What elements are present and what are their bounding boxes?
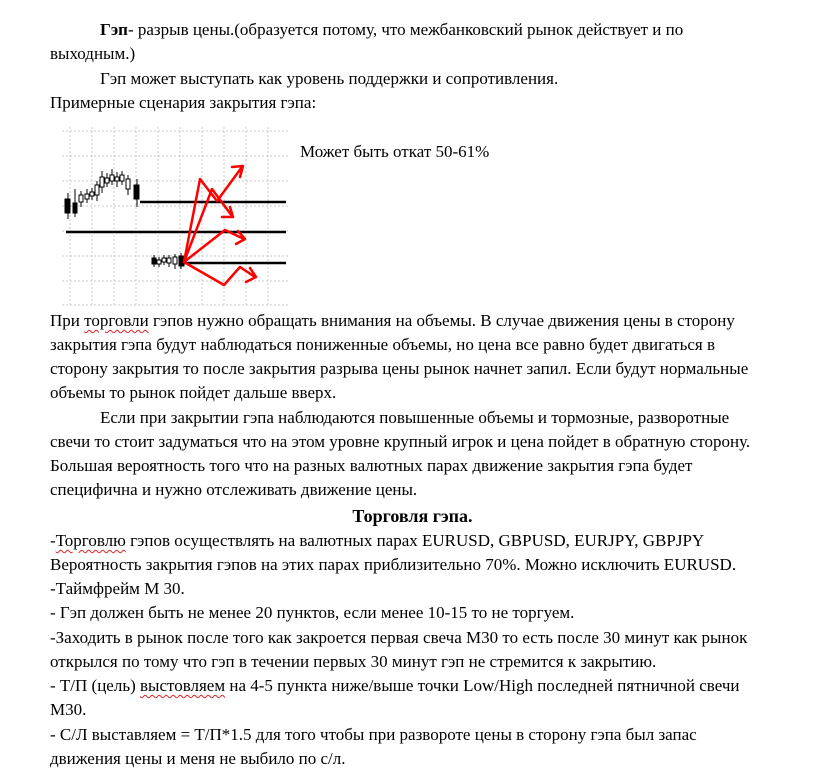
candlesticks-after-gap <box>152 253 184 269</box>
text-fragment: При <box>50 311 85 330</box>
trading-line-3: -Таймфрейм М 30. <box>50 579 185 598</box>
text-fragment: на 4-5 пункта ниже/выше точки Low/High последней пятничной свечи <box>225 676 740 695</box>
volumes-line-6: свечи то стоит задуматься что на этом уровне крупный игрок и цена пойдет в обратную сторону. <box>50 432 751 451</box>
volumes-line-3: сторону закрытия то после закрытия разрыва цены рынок начнет запил. Если будут нормальные <box>50 359 749 378</box>
volumes-line-5: Если при закрытии гэпа наблюдаются повышенные объемы и тормозные, разворотные <box>100 408 730 427</box>
trading-line-6: открылся по тому что гэп в течении первых 30 минут гэп не стремится к закрытию. <box>50 652 657 671</box>
intro-line-4: Примерные сценария закрытия гэпа: <box>50 93 317 112</box>
volumes-line-4: объемы то рынок пойдет дальше вверх. <box>50 383 337 402</box>
misspelled-word: торговли <box>84 311 149 330</box>
text-fragment: гэпов осуществлять на валютных парах EURUSD, GBPUSD, EURJPY, GBPJPY <box>125 531 705 550</box>
candlesticks-before-gap <box>65 169 139 219</box>
scenario-arrows <box>184 166 256 285</box>
misspelled-word: выстовляем <box>140 676 226 695</box>
arrow-scenario-4 <box>184 262 255 285</box>
section-heading: Торговля гэпа. <box>352 506 473 526</box>
trading-line-2: Вероятность закрытия гэпов на этих парах приблизительно 70%. Можно исключить EURUSD. <box>50 555 737 574</box>
text-fragment: гэпов нужно обращать внимания на объемы. В случае движения цены в сторону <box>148 311 735 330</box>
figure-grid <box>62 127 288 307</box>
gap-term: Гэп <box>100 20 128 39</box>
volumes-line-1 <box>50 311 735 331</box>
arrow-scenario-3 <box>184 230 244 262</box>
trading-line-9: - С/Л выставляем = Т/П*1.5 для того чтобы при развороте цены в сторону гэпа был запас <box>50 725 697 744</box>
intro-line-2: выходным.) <box>50 44 136 63</box>
text-fragment: - <box>50 531 56 550</box>
trading-line-4: - Гэп должен быть не менее 20 пунктов, если менее 10-15 то не торгуем. <box>50 603 575 622</box>
intro-line-3: Гэп может выступать как уровень поддержки и сопротивления. <box>100 69 559 88</box>
trading-line-5: -Заходить в рынок после того как закроется первая свеча М30 то есть после 30 минут как рынок <box>50 628 748 647</box>
level-lines <box>66 202 286 263</box>
trading-line-1 <box>50 531 704 551</box>
volumes-line-7: Большая вероятность того что на разных валютных парах движение закрытия гэпа будет <box>50 456 693 475</box>
figure-caption: Может быть откат 50-61% <box>300 142 490 161</box>
trading-line-10: движения цены и меня не выбило по с/л. <box>50 749 346 768</box>
gap-scenario-figure <box>62 127 288 307</box>
gap-definition: - разрыв цены.(образуется потому, что межбанковский рынок действует и по <box>127 20 684 39</box>
text-fragment: - Т/П (цель) <box>50 676 140 695</box>
volumes-line-8: специфична и нужно отслеживать движение цены. <box>50 480 418 499</box>
misspelled-word: Торговлю <box>55 531 126 550</box>
volumes-line-2: закрытия гэпа будут наблюдаться пониженные объемы, но цена все равно будет двигаться в <box>50 335 715 354</box>
trading-line-8: М30. <box>50 700 87 719</box>
trading-line-7 <box>50 676 740 696</box>
intro-line-1 <box>100 20 683 40</box>
